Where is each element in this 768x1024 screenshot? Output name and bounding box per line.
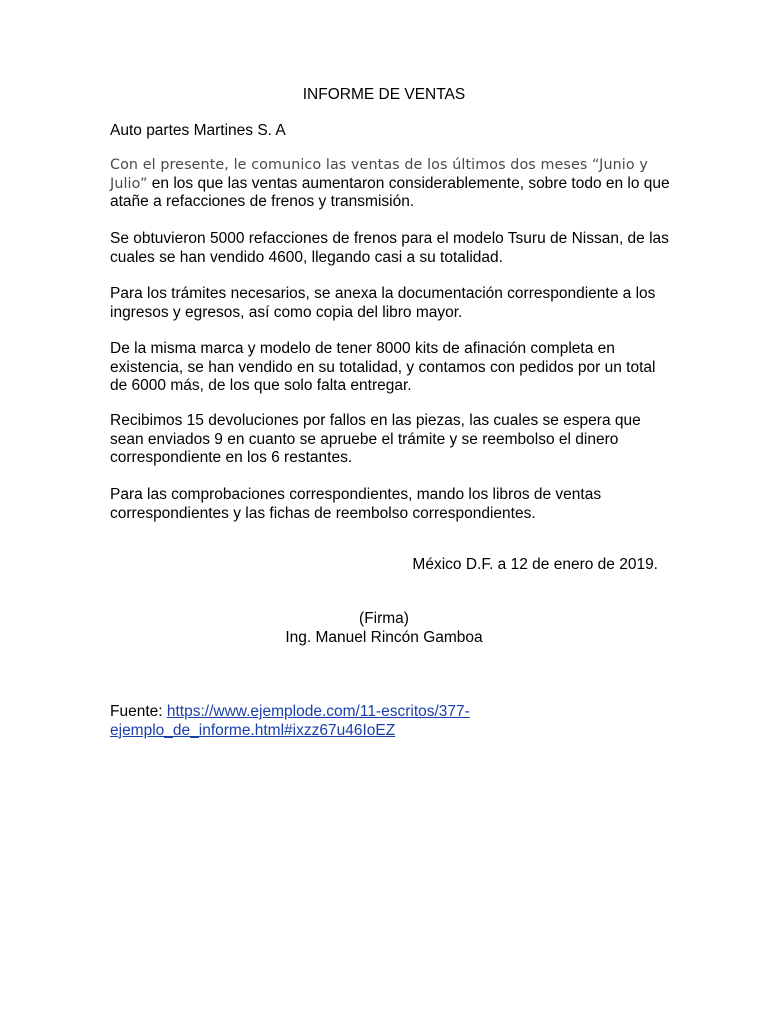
- date-line: México D.F. a 12 de enero de 2019.: [412, 556, 658, 573]
- paragraph-tune-up-kits: De la misma marca y modelo de tener 8000 kits de afinación completa en existencia, se han vendido en su totalidad, y contamos con pedidos por un total de 6000 más, de los que solo falta entregar.: [110, 340, 656, 394]
- paragraph-verification: Para las comprobaciones correspondientes, mando los libros de ventas correspondientes y las fichas de reembolso correspondientes.: [110, 486, 602, 522]
- document-title: INFORME DE VENTAS: [302, 86, 466, 103]
- paragraph-brakes: Se obtuvieron 5000 refacciones de frenos para el modelo Tsuru de Nissan, de las cuales se han vendido 4600, llegando casi a su totalidad.: [110, 230, 669, 266]
- signature-label: (Firma): [359, 610, 409, 627]
- source-line: [110, 703, 670, 740]
- paragraph-intro-light: Con el presente, le comunico las ventas de los últimos dos meses “Junio y Julio”: [110, 157, 648, 192]
- paragraph-returns: Recibimos 15 devoluciones por fallos en las piezas, las cuales se espera que sean enviados 9 en cuanto se apruebe el trámite y se reembolso el dinero correspondiente en los 6 restantes.: [110, 412, 641, 466]
- company-name: Auto partes Martines S. A: [110, 122, 286, 139]
- source-label: Fuente:: [110, 703, 167, 720]
- paragraph-intro: [110, 156, 670, 212]
- source-link[interactable]: https://www.ejemplode.com/11-escritos/377-ejemplo_de_informe.html#ixzz67u46IoEZ: [110, 703, 470, 739]
- signature-block: [0, 610, 768, 647]
- signer-name: Ing. Manuel Rincón Gamboa: [285, 628, 483, 646]
- paragraph-documentation: Para los trámites necesarios, se anexa la documentación correspondiente a los ingresos y egresos, así como copia del libro mayor.: [110, 285, 656, 321]
- paragraph-intro-rest: en los que las ventas aumentaron considerablemente, sobre todo en lo que atañe a refacciones de frenos y transmisión.: [110, 174, 670, 210]
